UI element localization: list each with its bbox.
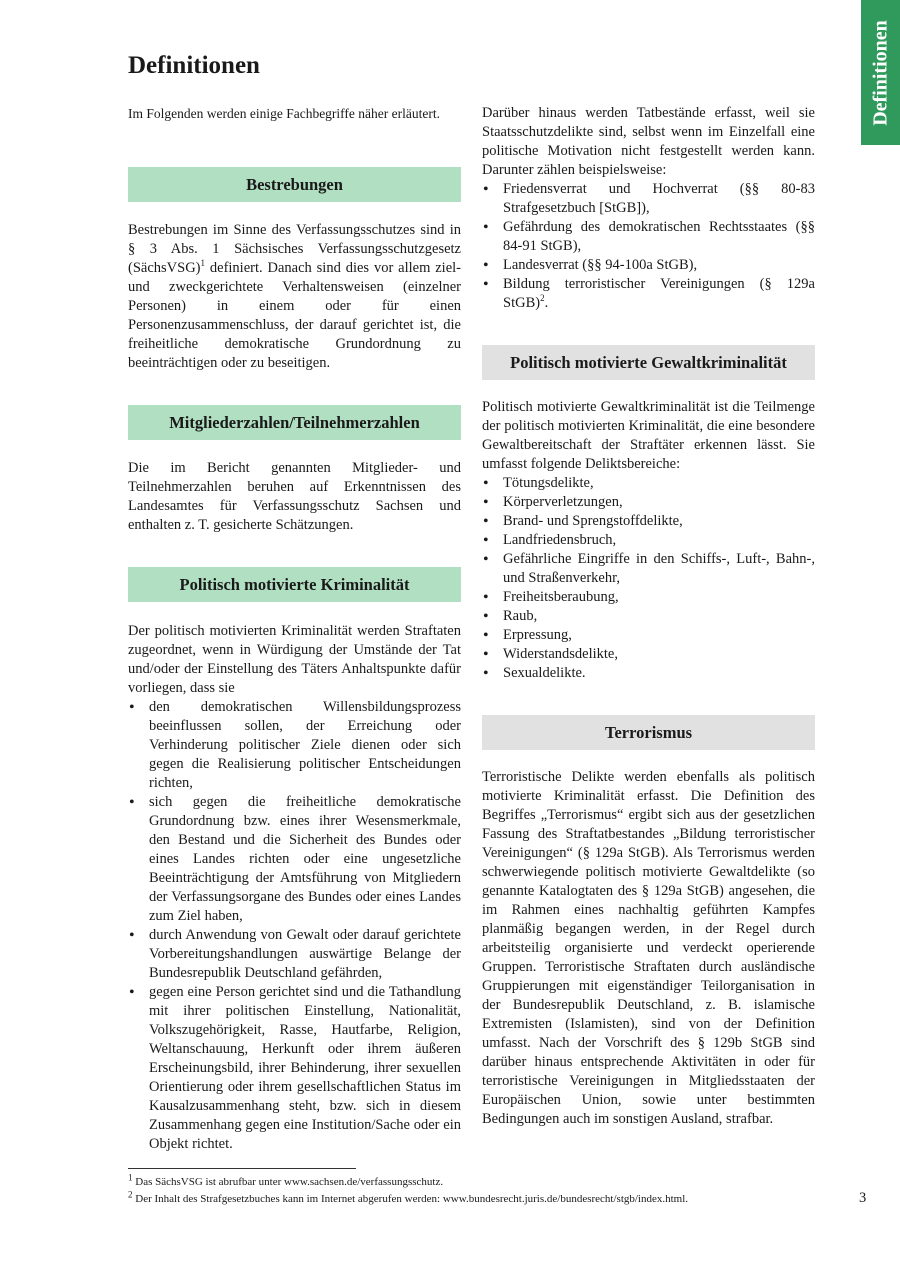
footnotes: [128, 1174, 828, 1208]
heading-pmk: Politisch motivierte Kriminalität: [128, 567, 461, 602]
terrorismus-text: Terroristische Delikte werden ebenfalls als politisch motivierte Kriminalität erfasst. Die Definition des Begriffes „Terrorismus“ ergibt sich aus der gesetzlichen Fassung des Straftatbestandes „Bildung terroristischer Vereinigungen“ (§ 129a StGB). Als Terrorismus werden schwerwiegende politisch motivierte Gewaltdelikte (so genannte Katalogtaten des § 129a StGB) angesehen, die im Rahmen eines nachhaltig geführten Kampfes planmäßig begangen werden, in der Regel durch arbeitsteilig organisierte und verdeckt operierende Gruppen. Terroristische Straftaten durch ausländische Gruppierungen mit eigenständiger Teilorganisation in der Bundesrepublik Deutschland, z. B. islamische Extremisten (Islamisten), sind von der Definition umfasst. Nach der Vorschrift des § 129b StGB sind darüber hinaus entsprechende Aktivitäten in oder für terroristische Vereinigungen in Mitgliedsstaaten der Europäischen Union, sowie unter bestimmten Bedingungen auch im sonstigen Ausland, strafbar.: [482, 769, 815, 1127]
list-item: • Körperverletzungen,: [482, 493, 815, 512]
list-item: • Erpressung,: [482, 626, 815, 645]
heading-terrorismus: Terrorismus: [482, 715, 815, 750]
left-column: [128, 104, 461, 1154]
gewalt-list: [482, 474, 815, 683]
pmk-continued-list: [482, 180, 815, 313]
gewalt-text: Politisch motivierte Gewaltkriminalität ist die Teilmenge der politisch motivierten Kriminalität, die eine besondere Gewaltbereitschaft der Straftäter erkennen lässt. Sie umfasst folgende Deliktsbereiche:: [482, 399, 815, 472]
footnote-2: $^2$ Der Inhalt des Strafgesetzbuches kann im Internet abgerufen werden: www.bundesrecht.juris.de/bundesrecht/stgb/index.html.: [128, 1189, 689, 1205]
list-item: • sich gegen die freiheitliche demokratische Grundordnung bzw. eines ihrer Wesensmerkmale, den Bestand und die Sicherheit des Bundes oder eines Landes richten oder eine ungesetzliche Beeinträchtigung der Amtsführung von Mitgliedern der Verfassungsorgane des Bundes oder eines Landes zum Ziel haben,: [128, 793, 461, 926]
pmk-text: Der politisch motivierten Kriminalität werden Straftaten zugeordnet, wenn in Würdigung der Umstände der Tat und/oder der Einstellung des Täters Anhaltspunkte dafür vorliegen, dass sie: [128, 623, 461, 696]
list-item: • Widerstandsdelikte,: [482, 645, 815, 664]
list-item: • Tötungsdelikte,: [482, 474, 815, 493]
list-item: • Landfriedensbruch,: [482, 531, 815, 550]
list-item: • Bildung terroristischer Vereinigungen (§ 129a StGB)$^2$.: [482, 275, 815, 313]
footnote-ref-1: 1: [200, 258, 205, 269]
heading-mitgliederzahlen: Mitgliederzahlen/Teilnehmerzahlen: [128, 405, 461, 440]
list-item: • Brand- und Sprengstoffdelikte,: [482, 512, 815, 531]
list-item: • Friedensverrat und Hochverrat (§§ 80-83 Strafgesetzbuch [StGB]),: [482, 180, 815, 218]
right-column: [482, 104, 815, 1129]
mitgliederzahlen-text: Die im Bericht genannten Mitglieder- und Teilnehmerzahlen beruhen auf Erkenntnissen des Landesamtes für Verfassungsschutz Sachsen und enthalten z. T. gesicherte Schätzungen.: [128, 460, 461, 533]
heading-gewaltkriminalitaet: Politisch motivierte Gewaltkriminalität: [482, 345, 815, 380]
list-item: • Landesverrat (§§ 94-100a StGB),: [482, 256, 815, 275]
bestrebungen-text: Bestrebungen im Sinne des Verfassungsschutzes sind in § 3 Abs. 1 Sächsisches Verfassungsschutzgesetz (SächsVSG)$^1$ definiert. Danach sind dies vor allem ziel- und zweckgerichtete Verhaltensweisen (einzelner Personen) in einem oder für einen Personenzusammenschluss, der darauf gerichtet ist, die freiheitliche demokratische Grundordnung zu beeinträchtigen oder zu beseitigen.: [128, 222, 461, 371]
section-tab: [861, 0, 900, 145]
list-item: • Raub,: [482, 607, 815, 626]
page-title: Definitionen: [128, 52, 260, 79]
heading-bestrebungen: Bestrebungen: [128, 167, 461, 202]
footnote-divider: [128, 1168, 356, 1169]
list-item: • Sexualdelikte.: [482, 664, 815, 683]
list-item: • den demokratischen Willensbildungsprozess beeinflussen sollen, der Erreichung oder Verhinderung politischer Ziele dienen oder sich gegen die Realisierung politischer Entscheidungen richten,: [128, 698, 461, 793]
list-item: • Freiheitsberaubung,: [482, 588, 815, 607]
list-item: • Gefährliche Eingriffe in den Schiffs-, Luft-, Bahn-, und Straßenverkehr,: [482, 550, 815, 588]
footnote-ref-2: 2: [540, 293, 545, 304]
page-number: 3: [859, 1190, 867, 1206]
footnote-1: $^1$ Das SächsVSG ist abrufbar unter www.sachsen.de/verfassungsschutz.: [128, 1172, 444, 1188]
pmk-continued-text: Darüber hinaus werden Tatbestände erfasst, weil sie Staatsschutzdelikte sind, selbst wenn im Einzelfall eine politische Motivation nicht festgestellt werden kann. Darunter zählen beispielsweise:: [482, 105, 815, 178]
list-item: • durch Anwendung von Gewalt oder darauf gerichtete Vorbereitungshandlungen auswärtige Belange der Bundesrepublik Deutschland gefährden,: [128, 926, 461, 983]
list-item: • Gefährdung des demokratischen Rechtsstaates (§§ 84-91 StGB),: [482, 218, 815, 256]
intro-text: Im Folgenden werden einige Fachbegriffe näher erläutert.: [128, 106, 440, 121]
pmk-list: [128, 698, 461, 1154]
list-item: • gegen eine Person gerichtet sind und die Tathandlung mit ihrer politischen Einstellung, Nationalität, Volkszugehörigkeit, Rasse, Hautfarbe, Religion, Weltanschauung, Herkunft oder ihrem äußeren Erscheinungsbild, ihrer Behinderung, ihrer sexuellen Orientierung oder ihrem gesellschaftlichen Status im Kausalzusammenhang steht, bzw. sich in diesem Zusammenhang gegen eine Institution/Sache oder ein Objekt richtet.: [128, 983, 461, 1154]
section-tab-label: Definitionen: [869, 19, 891, 126]
